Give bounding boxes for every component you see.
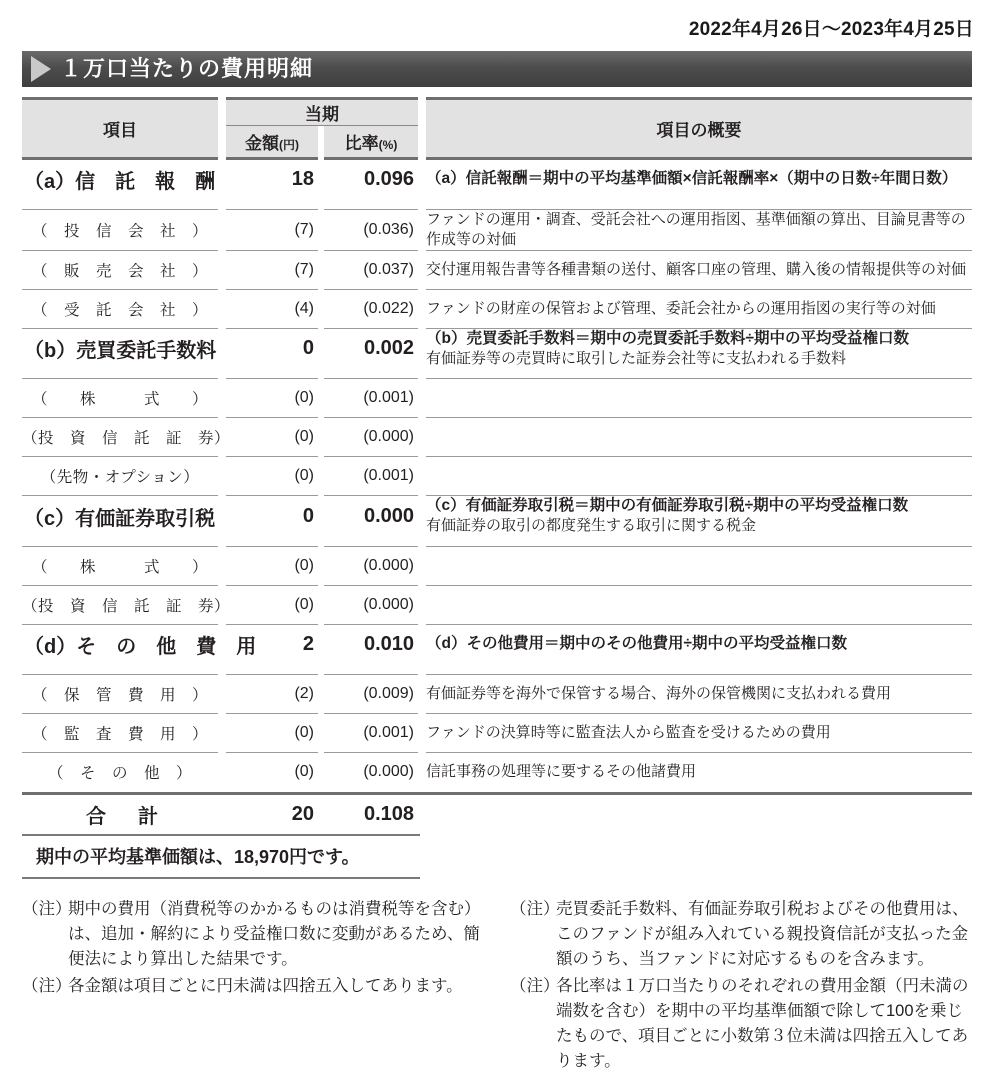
row-description <box>426 547 972 586</box>
row-description-note: 有価証券等の売買時に取引した証券会社等に支払われる手数料 <box>426 349 847 367</box>
table-header-row-top <box>22 97 972 126</box>
footnote-marker: （注） <box>22 899 72 918</box>
row-description: ファンドの財産の保管および管理、委託会社からの運用指図の実行等の対価 <box>426 290 972 329</box>
row-description-formula: （b）売買委託手数料＝期中の売買委託手数料÷期中の平均受益権口数 <box>426 329 909 347</box>
row-spacer <box>22 368 972 379</box>
footnote-item <box>22 974 482 999</box>
footnote-item <box>22 897 482 972</box>
header-item: 項目 <box>22 97 218 160</box>
table-row <box>22 675 972 714</box>
row-ratio: (0.000) <box>324 547 418 586</box>
footnote-text: 期中の費用（消費税等のかかるものは消費税等を含む）は、追加・解約により受益権口数に変動があるため、簡便法により算出した結果です。 <box>68 899 481 969</box>
row-amount: 18 <box>291 168 314 190</box>
row-label: （ 監 査 費 用 ） <box>22 714 218 753</box>
row-description-note: 有価証券の取引の都度発生する取引に関する税金 <box>426 517 757 535</box>
row-label: （ 株 式 ） <box>22 547 218 586</box>
header-description: 項目の概要 <box>426 97 972 160</box>
row-description <box>426 586 972 625</box>
row-amount: 2 <box>302 632 314 655</box>
row-ratio: 0.002 <box>363 336 415 359</box>
row-label: （ 保 管 費 用 ） <box>22 675 218 714</box>
row-amount: 0 <box>302 504 314 527</box>
table-row <box>22 160 972 199</box>
row-ratio: (0.001) <box>324 714 418 753</box>
row-amount: (0) <box>226 418 318 457</box>
table-row <box>22 418 972 457</box>
row-description: （d）その他費用＝期中のその他費用÷期中の平均受益権口数 <box>426 635 847 653</box>
row-label: （b）売買委託手数料 <box>24 339 217 362</box>
period-label: 2022年4月26日～2023年4月25日 <box>688 19 974 40</box>
header-amount-label: 金額 <box>245 134 279 153</box>
average-base-price-note: 期中の平均基準価額は、18,970円です。 <box>22 834 420 879</box>
row-ratio: (0.001) <box>324 379 418 418</box>
row-description: 有価証券等を海外で保管する場合、海外の保管機関に支払われる費用 <box>426 675 972 714</box>
footnotes <box>22 897 972 1076</box>
row-ratio: 0.010 <box>363 632 415 655</box>
row-ratio: 0.096 <box>363 168 415 190</box>
row-ratio: (0.009) <box>324 675 418 714</box>
total-label: 合 計 <box>22 792 218 834</box>
total-amount: 20 <box>226 792 318 834</box>
row-description <box>426 418 972 457</box>
footnote-text: 各比率は１万口当たりのそれぞれの費用金額（円未満の端数を含む）を期中の平均基準価額で除して100を乗じたもので、項目ごとに小数第３位未満は四捨五入してあります。 <box>556 977 969 1071</box>
row-description: （a）信託報酬＝期中の平均基準価額×信託報酬率×（期中の日数÷年間日数） <box>426 170 958 188</box>
period-row <box>0 0 994 47</box>
header-ratio-unit: (%) <box>378 138 398 152</box>
row-description: ファンドの決算時等に監査法人から監査を受けるための費用 <box>426 714 972 753</box>
average-note-wrapper <box>22 834 972 879</box>
row-description: 交付運用報告書等各種書類の送付、顧客口座の管理、購入後の情報提供等の対価 <box>426 251 972 290</box>
row-amount: (0) <box>226 586 318 625</box>
header-amount <box>226 126 318 160</box>
row-description: ファンドの運用・調査、受託会社への運用指図、基準価額の算出、目論見書等の作成等の対価 <box>426 210 972 251</box>
footnote-text: 各金額は項目ごとに円未満は四捨五入してあります。 <box>68 977 463 996</box>
table-row <box>22 210 972 251</box>
footnote-marker: （注） <box>22 977 72 996</box>
row-description: 信託事務の処理等に要するその他諸費用 <box>426 763 697 781</box>
row-label: （投 資 信 託 証 券） <box>22 418 218 457</box>
row-spacer <box>22 664 972 675</box>
footnotes-left-column <box>22 897 482 1076</box>
row-label: （先物・オプション） <box>22 457 218 496</box>
fee-detail-table <box>22 97 972 834</box>
table-row <box>22 625 972 664</box>
row-ratio: (0.000) <box>363 763 415 781</box>
row-amount: 0 <box>302 336 314 359</box>
footnotes-right-column <box>510 897 970 1076</box>
row-amount: (7) <box>226 251 318 290</box>
header-current-period: 当期 <box>226 97 418 126</box>
row-spacer <box>22 199 972 210</box>
row-label: （ 販 売 会 社 ） <box>22 251 218 290</box>
row-description-formula: （c）有価証券取引税＝期中の有価証券取引税÷期中の平均受益権口数 <box>426 497 909 515</box>
footnote-marker: （注） <box>510 899 560 918</box>
row-amount: (0) <box>226 547 318 586</box>
row-label: （投 資 信 託 証 券） <box>22 586 218 625</box>
footnote-item <box>510 974 970 1074</box>
footnote-marker: （注） <box>510 977 560 996</box>
row-amount: (2) <box>226 675 318 714</box>
row-label: （ そ の 他 ） <box>47 765 192 783</box>
header-amount-unit: (円) <box>279 138 299 152</box>
row-description <box>426 457 972 496</box>
row-ratio: (0.037) <box>324 251 418 290</box>
table-row <box>22 496 972 536</box>
row-description <box>426 329 972 369</box>
total-row <box>22 792 972 834</box>
row-label: （ 株 式 ） <box>22 379 218 418</box>
header-ratio <box>324 126 418 160</box>
row-ratio: (0.000) <box>324 418 418 457</box>
chevron-right-icon <box>28 54 54 84</box>
row-amount: (0) <box>226 379 318 418</box>
row-amount: (4) <box>226 290 318 329</box>
row-amount: (0) <box>294 763 314 781</box>
table-row <box>22 714 972 753</box>
footnote-text: 売買委託手数料、有価証券取引税およびその他費用は、このファンドが組み入れている親投資信託が支払った金額のうち、当ファンドに対応するものを含みます。 <box>556 899 969 969</box>
table-row <box>22 329 972 369</box>
row-label: （ 投 信 会 社 ） <box>22 210 218 251</box>
row-label: （c）有価証券取引税 <box>24 507 216 530</box>
row-ratio: (0.001) <box>324 457 418 496</box>
section-title: １万口当たりの費用明細 <box>60 56 314 81</box>
table-row <box>22 586 972 625</box>
table-row <box>22 457 972 496</box>
table-row <box>22 290 972 329</box>
row-spacer <box>22 536 972 547</box>
row-ratio: 0.000 <box>363 504 415 527</box>
row-label: （ 受 託 会 社 ） <box>22 290 218 329</box>
footnote-item <box>510 897 970 972</box>
total-ratio: 0.108 <box>324 792 418 834</box>
section-title-bar <box>22 51 972 87</box>
row-ratio: (0.036) <box>324 210 418 251</box>
row-amount: (0) <box>226 714 318 753</box>
table-row <box>22 753 972 792</box>
row-amount: (0) <box>226 457 318 496</box>
row-ratio: (0.022) <box>324 290 418 329</box>
table-row <box>22 251 972 290</box>
row-label: （a）信 託 報 酬 <box>24 171 216 193</box>
row-description <box>426 379 972 418</box>
table-row <box>22 379 972 418</box>
row-amount: (7) <box>226 210 318 251</box>
row-label: （d）そ の 他 費 用 <box>24 635 257 658</box>
row-ratio: (0.000) <box>324 586 418 625</box>
row-description <box>426 496 972 536</box>
table-row <box>22 547 972 586</box>
header-ratio-label: 比率 <box>344 134 379 153</box>
